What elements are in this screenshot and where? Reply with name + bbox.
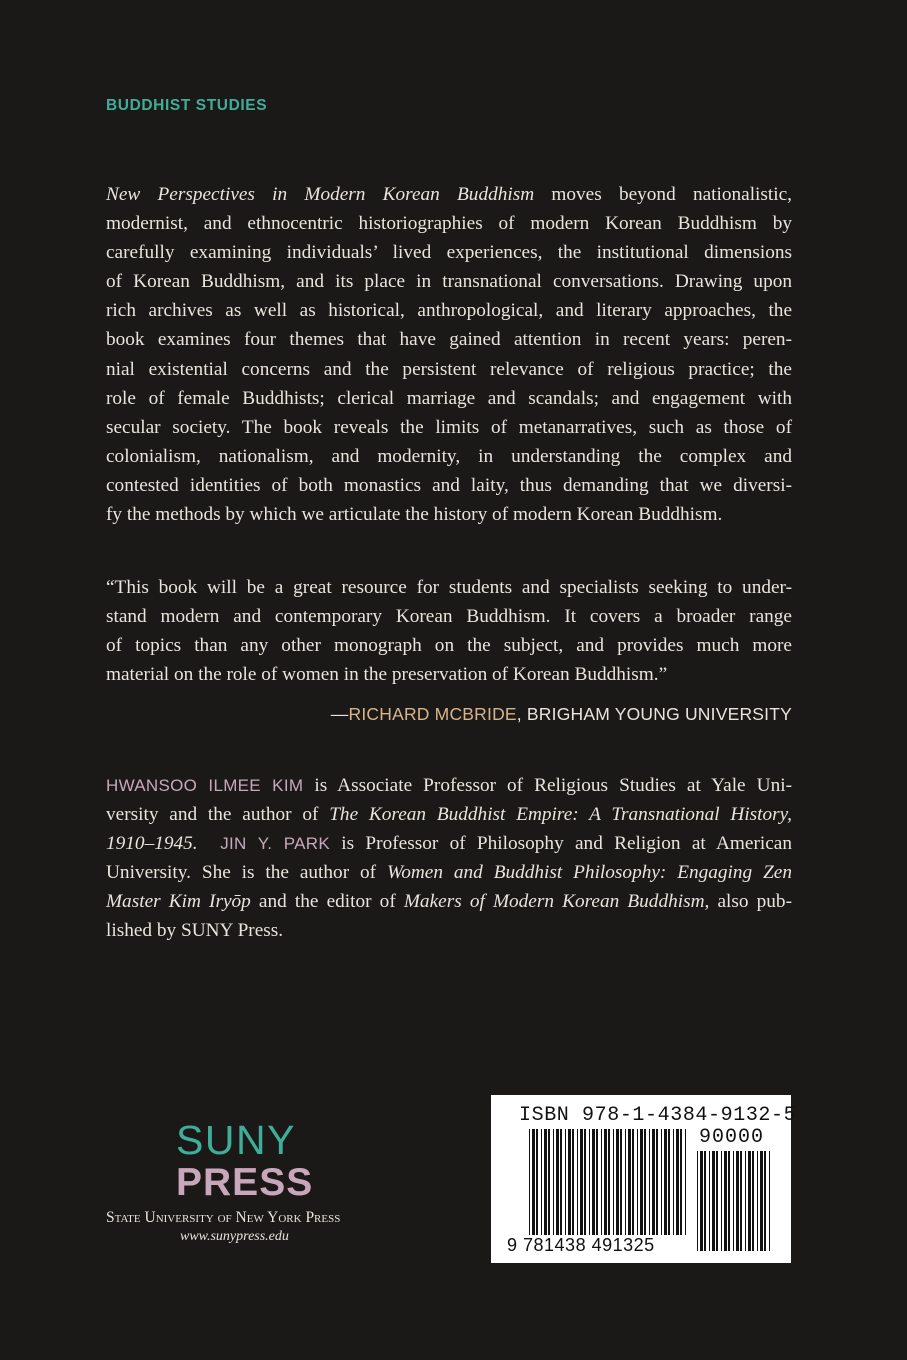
barcode-bar — [709, 1151, 710, 1251]
barcode-bar — [548, 1129, 550, 1235]
barcode-bar — [676, 1129, 679, 1235]
barcode-bar — [752, 1151, 754, 1251]
barcode-bar — [764, 1151, 766, 1251]
description-line: New Perspectives in Modern Korean Buddhism moves beyond nationalistic, — [106, 184, 793, 205]
book-title: New Perspectives in Modern Korean Buddhism — [106, 184, 535, 205]
barcode-bar — [661, 1129, 662, 1235]
barcode-bar — [584, 1129, 586, 1235]
barcode-bar — [553, 1129, 554, 1235]
bio-line: Master Kim Iryōp and the editor of Makers of Modern Korean Buddhism, also pub- — [106, 891, 792, 913]
book-title: The Korean Buddhist Empire: A Transnational History, — [329, 804, 792, 826]
quote-line: of topics than any other monograph on the subject, and provides much more — [106, 635, 792, 657]
description-line: rich archives as well as historical, anthropological, and literary approaches, the — [106, 300, 792, 322]
barcode-bar — [620, 1129, 622, 1235]
barcode-bar — [668, 1129, 670, 1235]
barcode-bar — [757, 1151, 758, 1251]
publisher-name: State University of New York Press — [106, 1209, 341, 1226]
barcode-bar — [745, 1151, 746, 1251]
barcode-digits: 9 781438 491325 — [507, 1235, 655, 1255]
barcode-bar — [697, 1151, 698, 1251]
quote-line: material on the role of women in the preservation of Korean Buddhism.” — [106, 664, 668, 686]
description-line: modernist, and ethnocentric historiographies of modern Korean Buddhism by — [106, 213, 792, 235]
barcode-bar — [532, 1129, 535, 1235]
barcode-bar — [572, 1129, 574, 1235]
barcode-bar — [580, 1129, 583, 1235]
barcode-bar — [637, 1129, 638, 1235]
description-line: book examines four themes that have gained attention in recent years: peren- — [106, 329, 792, 351]
barcode-bar — [740, 1151, 742, 1251]
book-title: Master Kim Iryōp — [106, 891, 251, 913]
quote-line: “This book will be a great resource for students and specialists seeking to under- — [106, 577, 792, 598]
barcode-bar — [652, 1129, 655, 1235]
barcode-bar — [700, 1151, 703, 1251]
suny-wordmark: SUNY — [176, 1117, 296, 1163]
book-title: 1910–1945. — [106, 833, 198, 855]
press-wordmark: PRESS — [176, 1161, 314, 1204]
barcode-bar — [541, 1129, 542, 1235]
barcode-bar — [673, 1129, 674, 1235]
barcode-bar — [529, 1129, 530, 1235]
book-title: Women and Buddhist Philosophy: Engaging Zen — [386, 862, 792, 884]
description-line: of Korean Buddhism, and its place in transnational conversations. Drawing upon — [106, 271, 792, 293]
author-name: JIN Y. PARK — [220, 834, 330, 854]
barcode-bar — [560, 1129, 562, 1235]
barcode-bar — [589, 1129, 590, 1235]
description-line: secular society. The book reveals the limits of metanarratives, such as those of — [106, 416, 792, 438]
barcode-bar — [577, 1129, 578, 1235]
barcode-bar — [613, 1129, 614, 1235]
book-title: Makers of Modern Korean Buddhism — [403, 891, 705, 913]
barcode-bar — [733, 1151, 734, 1251]
barcode-bar — [544, 1129, 547, 1235]
barcode-bar — [565, 1129, 566, 1235]
barcode-bar — [556, 1129, 559, 1235]
barcode-bar — [748, 1151, 751, 1251]
barcode-bar — [628, 1129, 631, 1235]
description-line: carefully examining individuals’ lived experiences, the institutional dimensions — [106, 242, 792, 264]
barcode-bar — [625, 1129, 626, 1235]
endorser-affiliation: , BRIGHAM YOUNG UNIVERSITY — [516, 704, 792, 724]
bio-line: versity and the author of The Korean Buddhist Empire: A Transnational History, — [106, 804, 792, 826]
barcode-bar — [656, 1129, 658, 1235]
barcode-bar — [632, 1129, 634, 1235]
bio-line: HWANSOO ILMEE KIM is Associate Professor of Religious Studies at Yale Uni- — [106, 775, 792, 796]
barcode-bar — [608, 1129, 610, 1235]
description-line: contested identities of both monastics and laity, thus demanding that we diversi- — [106, 474, 792, 496]
series-label: BUDDHIST STUDIES — [106, 97, 268, 114]
author-bios — [106, 771, 792, 946]
barcode-bar — [616, 1129, 619, 1235]
endorser-name: RICHARD MCBRIDE — [348, 704, 517, 724]
isbn-barcode — [491, 1095, 797, 1263]
barcode-bar — [568, 1129, 571, 1235]
quote-attribution: —RICHARD MCBRIDE, BRIGHAM YOUNG UNIVERSITY — [330, 704, 792, 724]
description-line: colonialism, nationalism, and modernity, in understanding the complex and — [106, 445, 792, 467]
barcode-bar — [536, 1129, 538, 1235]
barcode-bar — [649, 1129, 650, 1235]
quote-line: stand modern and contemporary Korean Buddhism. It covers a broader range — [106, 606, 792, 628]
barcode-bar — [640, 1129, 643, 1235]
bio-line: lished by SUNY Press. — [106, 920, 284, 942]
barcode-bar — [704, 1151, 706, 1251]
endorsement-quote — [106, 573, 792, 689]
barcode-bar — [724, 1151, 727, 1251]
isbn-text: ISBN 978-1-4384-9132-5 — [519, 1104, 797, 1127]
barcode-bar — [736, 1151, 739, 1251]
barcode-bar — [760, 1151, 763, 1251]
barcode-bar — [721, 1151, 722, 1251]
book-description — [106, 180, 792, 529]
price-code: 90000 — [699, 1126, 765, 1149]
description-line: nial existential concerns and the persistent relevance of religious practice; the — [106, 358, 792, 380]
barcode-bar — [712, 1151, 715, 1251]
barcode-bar — [592, 1129, 595, 1235]
barcode-bar — [716, 1151, 718, 1251]
barcode-bar — [680, 1129, 682, 1235]
barcode-bar — [596, 1129, 598, 1235]
author-name: HWANSOO ILMEE KIM — [106, 776, 304, 795]
barcode-bar — [769, 1151, 770, 1251]
barcode-bar — [728, 1151, 730, 1251]
barcode-bar — [685, 1129, 686, 1235]
barcode-bar — [601, 1129, 602, 1235]
description-line: fy the methods by which we articulate the history of modern Korean Buddhism. — [106, 504, 723, 526]
publisher-url[interactable]: www.sunypress.edu — [180, 1229, 289, 1244]
barcode-bar — [664, 1129, 667, 1235]
barcode-bar — [644, 1129, 646, 1235]
barcode-bar — [604, 1129, 607, 1235]
bio-line: University. She is the author of Women and Buddhist Philosophy: Engaging Zen — [106, 862, 792, 884]
bio-line: 1910–1945. JIN Y. PARK is Professor of Philosophy and Religion at American — [106, 833, 793, 855]
description-line: role of female Buddhists; clerical marriage and scandals; and engagement with — [106, 387, 792, 409]
